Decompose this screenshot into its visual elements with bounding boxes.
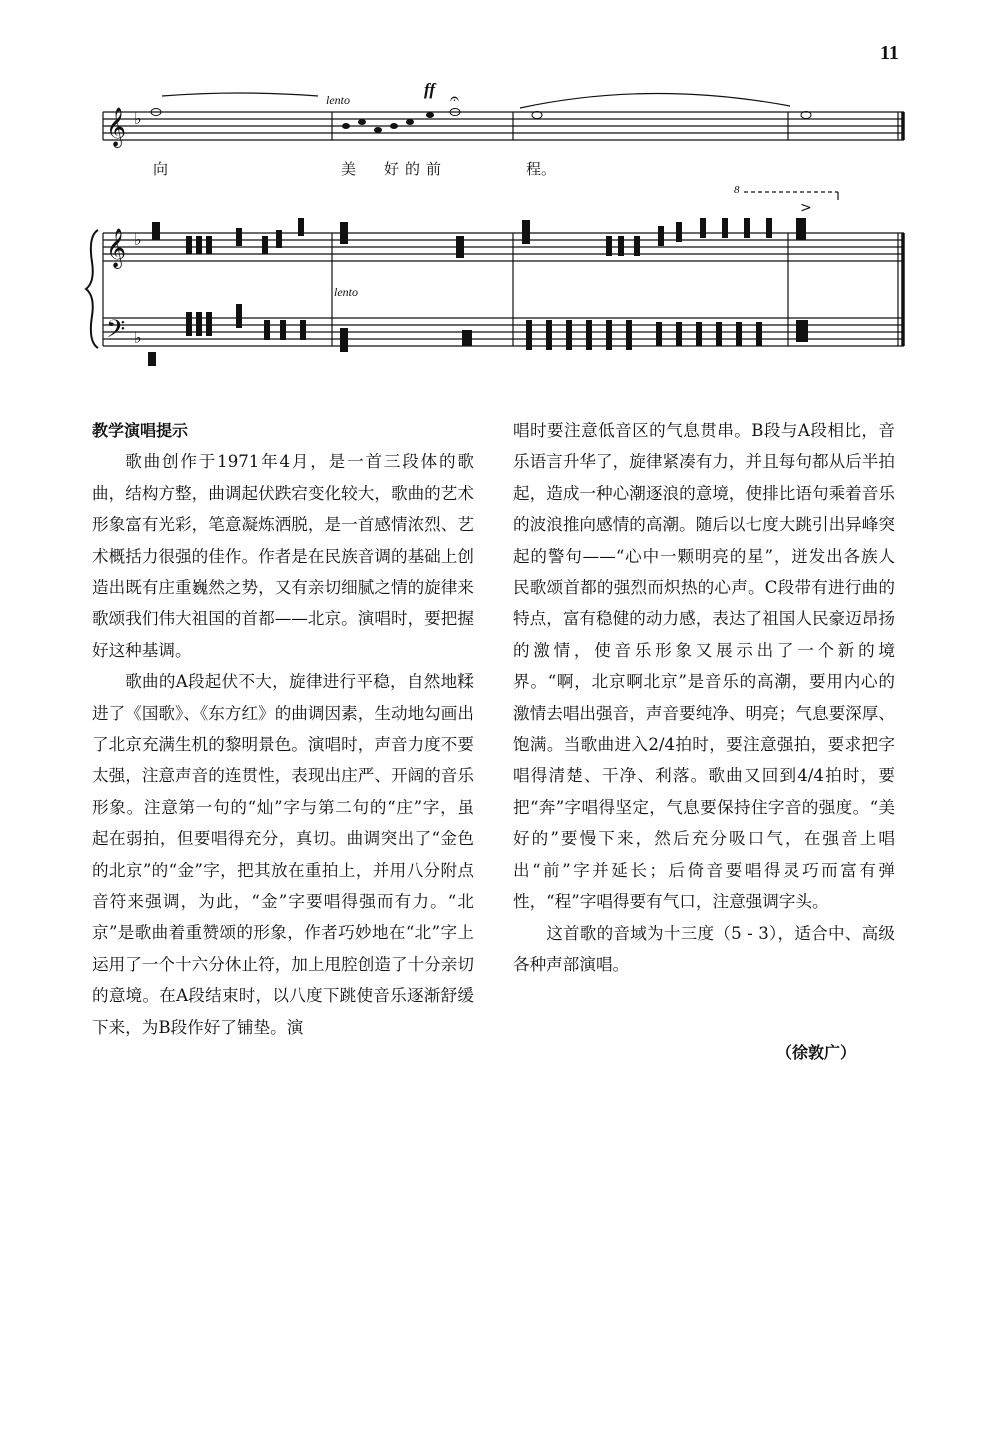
author-credit: （徐敦广） — [776, 1043, 857, 1062]
svg-text:𝄢: 𝄢 — [106, 315, 126, 350]
text-column-right — [513, 415, 895, 980]
tempo-marking-lower: lento — [334, 285, 358, 299]
music-score — [0, 0, 990, 400]
svg-text:♭: ♭ — [134, 109, 142, 128]
vocal-staff — [103, 112, 904, 140]
svg-text:♭: ♭ — [134, 328, 142, 347]
lyric-4: 程。 — [526, 160, 557, 178]
page-number: 11 — [880, 42, 899, 64]
paragraph-2-continued: 唱时要注意低音区的气息贯串。B段与A段相比，音乐语言升华了，旋律紧凑有力，并且每句都从后半拍起，造成一种心潮逐浪的意境，使排比语句乘着音乐的波浪推向感情的高潮。随后以七度大跳引出异峰突起的警句——“心中一颗明亮的星”，迸发出各族人民歌颂首都的强烈而炽热的心声。C段带有进行曲的特点，富有稳健的动力感，表达了祖国人民豪迈昂扬的激情，使音乐形象又展示出了一个新的境界。“啊，北京啊北京”是音乐的高潮，要用内心的激情去唱出强音，声音要纯净、明亮；气息要深厚、饱满。当歌曲进入2/4拍时，要注意强拍，要求把字唱得清楚、干净、利落。歌曲又回到4/4拍时，要把“奔”字唱得坚定，气息要保持住字音的强度。“美好的”要慢下来，然后充分吸口气，在强音上唱出“前”字并延长；后倚音要唱得灵巧而富有弹性，“程”字唱得要有气口，注意强调字头。 — [513, 421, 895, 912]
lyric-1: 向 — [153, 160, 169, 178]
text-column-left — [92, 415, 474, 1043]
dynamic-marking: ff — [424, 80, 436, 99]
svg-text:>: > — [800, 200, 812, 216]
svg-text:𝄐: 𝄐 — [450, 89, 459, 108]
piano-bass-staff — [103, 318, 904, 346]
svg-text:𝄞: 𝄞 — [106, 107, 127, 147]
tempo-marking-upper: lento — [326, 93, 350, 107]
piano-treble-staff — [103, 233, 904, 261]
section-heading: 教学演唱提示 — [92, 421, 189, 440]
paragraph-3: 这首歌的音域为十三度（5 - 3），适合中、高级各种声部演唱。 — [513, 923, 895, 974]
svg-text:♭: ♭ — [134, 230, 142, 249]
paragraph-1: 歌曲创作于1971年4月，是一首三段体的歌曲，结构方整，曲调起伏跌宕变化较大，歌曲的艺术形象富有光彩，笔意凝炼洒脱，是一首感情浓烈、艺术概括力很强的佳作。作者是在民族音调的基础上创造出既有庄重巍然之势，又有亲切细腻之情的旋律来歌颂我们伟大祖国的首都——北京。演唱时，要把握好这种基调。 — [92, 452, 474, 660]
paragraph-2: 歌曲的A段起伏不大，旋律进行平稳，自然地糅进了《国歌》、《东方红》的曲调因素，生动地勾画出了北京充满生机的黎明景色。演唱时，声音力度不要太强，注意声音的连贯性，表现出庄严、开阔的音乐形象。注意第一句的“灿”字与第二句的“庄”字，虽起在弱拍，但要唱得充分，真切。曲调突出了“金色的北京”的“金”字，把其放在重拍上，并用八分附点音符来强调，为此，“金”字要唱得强而有力。“北京”是歌曲着重赞颂的形象，作者巧妙地在“北”字上运用了一个十六分休止符，加上甩腔创造了十分亲切的意境。在A段结束时，以八度下跳使音乐逐渐舒缓下来，为B段作好了铺垫。演 — [92, 672, 474, 1037]
svg-text:𝄞: 𝄞 — [106, 228, 127, 268]
lyric-2: 美 — [341, 160, 357, 178]
octave-marking: 8 — [734, 184, 740, 196]
lyric-3: 好的前 — [384, 160, 448, 178]
